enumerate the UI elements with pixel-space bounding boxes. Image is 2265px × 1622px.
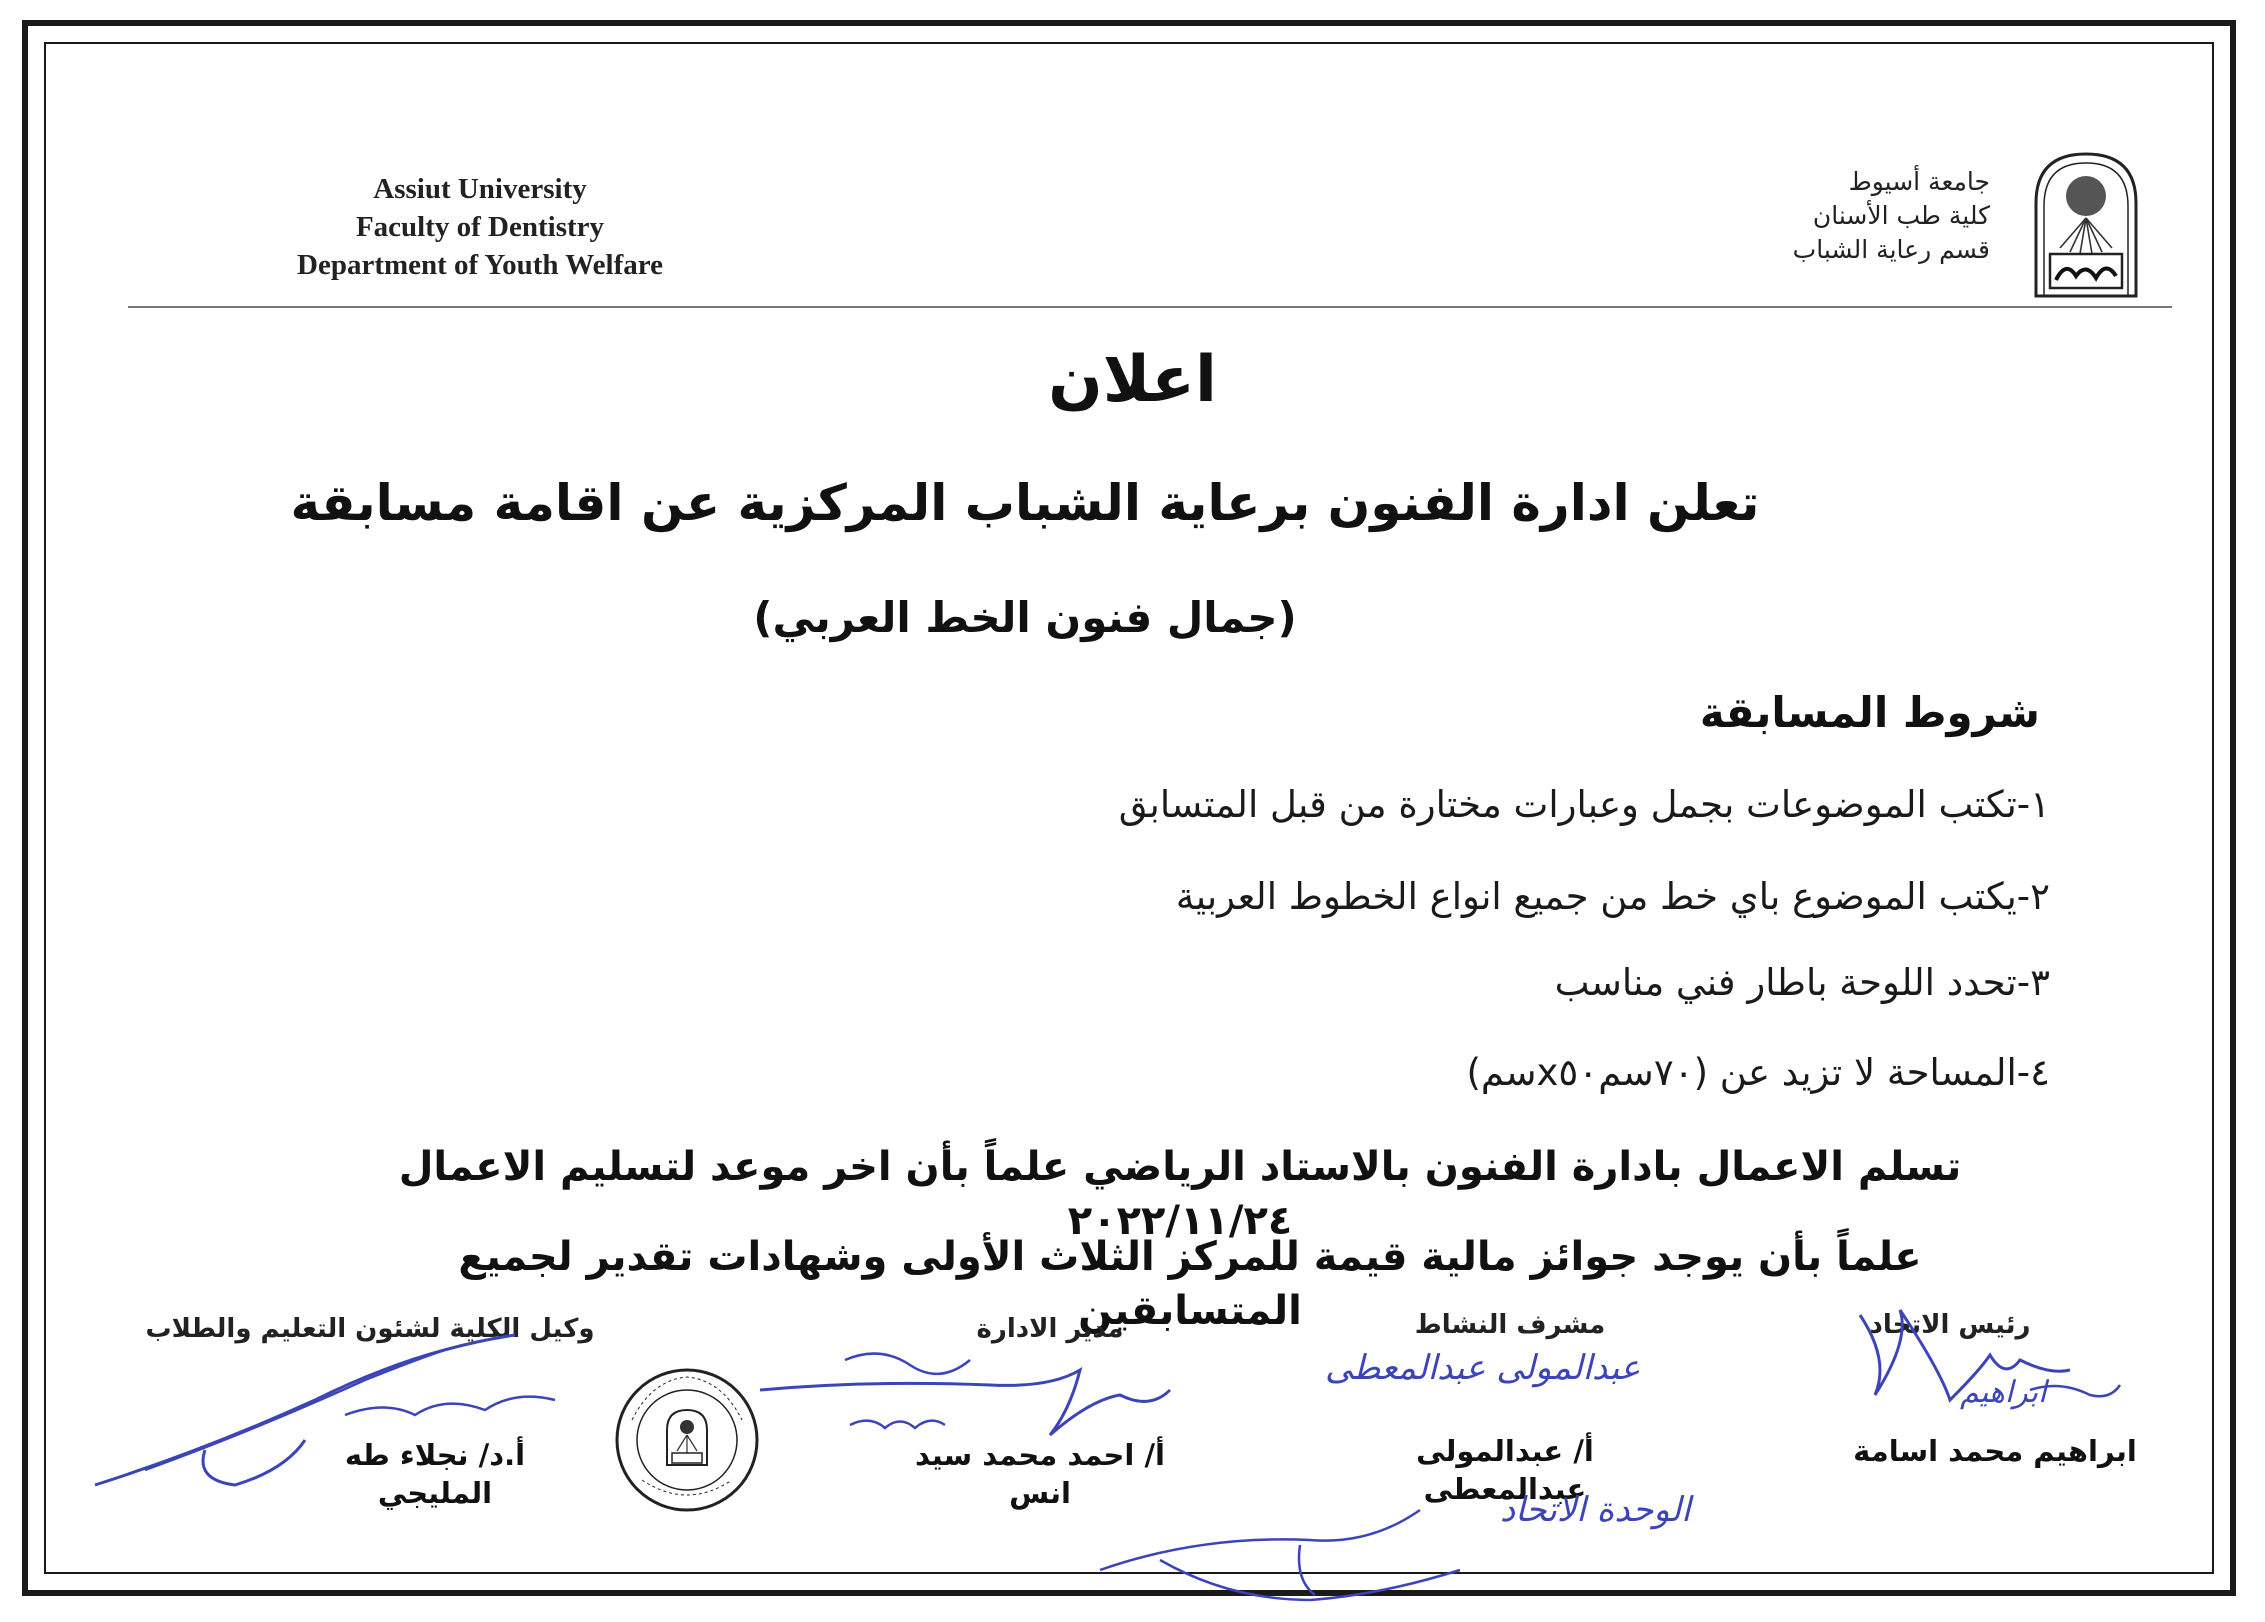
union-president-signature: ابراهيم xyxy=(1960,1375,2047,1410)
header-divider xyxy=(128,306,2172,308)
signature-name-union-president: ابراهيم محمد اسامة xyxy=(1853,1434,2137,1468)
en-department-name: Department of Youth Welfare xyxy=(297,249,663,281)
prizes-notice: علماً بأن يوجد جوائز مالية قيمة للمركز الثلاث الأولى وشهادات تقدير لجميع المتسابقين xyxy=(458,1234,1922,1334)
en-faculty-name: Faculty of Dentistry xyxy=(355,211,605,243)
en-university-name: Assiut University xyxy=(373,173,587,205)
vice-dean-signature xyxy=(85,1320,605,1500)
official-stamp xyxy=(612,1365,762,1515)
bottom-signature-scribble xyxy=(1080,1500,1560,1610)
ar-department-name: قسم رعاية الشباب xyxy=(1792,235,1990,264)
condition-item-4: ٤-المساحة لا تزيد عن (٧٠سمx٥٠سم) xyxy=(1466,1051,2050,1094)
handwritten-note: الوحدة الاتحاد xyxy=(1500,1490,1691,1530)
announcement-headline: تعلن ادارة الفنون برعاية الشباب المركزية عن اقامة مسابقة xyxy=(290,474,1760,532)
signature-name-activity-supervisor: أ/ عبدالمولى عبدالمعطى xyxy=(1416,1434,1594,1506)
condition-item-1: ١-تكتب الموضوعات بجمل وعبارات مختارة من قبل المتسابق xyxy=(1118,783,2050,826)
signature-name-administration-director: أ/ احمد محمد سيد انس xyxy=(914,1438,1165,1510)
signature-title-union-president: رئيس الاتحاد xyxy=(1869,1310,2031,1340)
announcement-title: اعلان xyxy=(1048,343,1217,417)
administration-director-signature xyxy=(750,1340,1190,1450)
conditions-heading: شروط المسابقة xyxy=(1699,688,2040,737)
english-letterhead xyxy=(250,170,710,284)
signature-title-activity-supervisor: مشرف النشاط xyxy=(1414,1310,1606,1340)
ar-university-name: جامعة أسيوط xyxy=(1848,167,1990,196)
assiut-university-logo xyxy=(2030,148,2142,298)
signature-title-vice-dean: وكيل الكلية لشئون التعليم والطلاب xyxy=(145,1314,595,1344)
condition-item-3: ٣-تحدد اللوحة باطار فني مناسب xyxy=(1554,961,2050,1004)
signature-name-vice-dean: أ.د/ نجلاء طه المليجي xyxy=(344,1438,526,1510)
competition-name: (جمال فنون الخط العربي) xyxy=(753,593,1297,642)
ar-faculty-name: كلية طب الأسنان xyxy=(1812,201,1990,230)
signature-title-administration-director: مدير الادارة xyxy=(976,1314,1124,1344)
activity-supervisor-signature: عبدالمولى عبدالمعطى xyxy=(1325,1348,1641,1388)
condition-item-2: ٢-يكتب الموضوع باي خط من جميع انواع الخطوط العربية xyxy=(1175,875,2050,918)
delivery-notice: تسلم الاعمال بادارة الفنون بالاستاد الرياضي علماً بأن اخر موعد لتسليم الاعمال ٢٠٢٢/١١/٢٤ xyxy=(398,1144,1962,1244)
arabic-letterhead xyxy=(1720,165,1990,267)
